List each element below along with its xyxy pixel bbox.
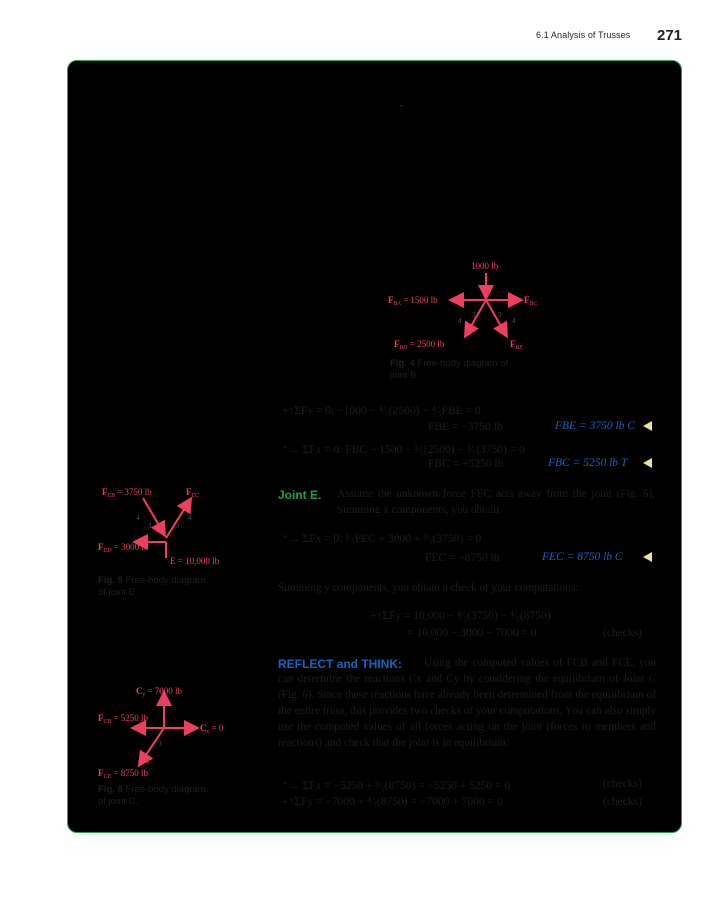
fig5-caption: Fig. 5 Free-body diagram of joint E. — [98, 575, 206, 598]
svg-text:Cy = 7000 lb: $C_y = 7000$ lb — [136, 686, 182, 698]
fig6-fce-label: F — [98, 768, 104, 778]
answer-fbc: FBC = 5250 lb T — [548, 457, 628, 469]
joint-e-eq3: +↑ΣFy = 10,000 − ⁴⁄₅(3750) − ⁴⁄₅(8750) — [370, 610, 551, 622]
answer-marker-2 — [643, 458, 652, 468]
fig4-load-label: 1000 lb — [471, 261, 499, 271]
answer-fbe: FBE = 3750 lb C — [555, 420, 635, 432]
fig6-free-body-diagram — [96, 680, 266, 785]
svg-text:3: 3 — [472, 311, 476, 319]
fig6-cx-label: C — [200, 723, 207, 733]
fig4-fbe-arrow — [486, 300, 506, 335]
joint-e-heading: Joint E. — [278, 488, 322, 502]
reflect-checks1: (checks) — [603, 778, 642, 790]
svg-text:FCE = 8750 lb: $F_{CE} = 8750$ lb — [98, 768, 148, 780]
answer-fec: FEC = 8750 lb C — [542, 551, 623, 563]
svg-text:4: 4 — [146, 758, 150, 766]
fig4-fba-label: F — [388, 295, 394, 305]
answer-marker-1 — [643, 421, 652, 431]
svg-text:4: 4 — [512, 317, 516, 325]
svg-text:3: 3 — [498, 311, 502, 319]
fig4-caption: Fig. 4 Free-body diagram of joint B. — [390, 358, 509, 381]
joint-b-eq3: ⁺→ ΣFx = 0: FBC − 1500 − ³⁄₅(2500) − ³⁄₅(3750) = 0 — [282, 444, 525, 456]
fig5-e-load-label: E = 10,000 lb — [170, 556, 220, 566]
reflect-eq2: +↑ΣFy = −7000 + ⁴⁄₅(8750) = −7000 + 7000 = 0 — [282, 796, 503, 808]
fig4-fbc-label: F — [524, 295, 530, 305]
svg-text:3: 3 — [176, 522, 180, 530]
svg-text:FCB = 5250 lb: $F_{CB} = 5250$ lb — [98, 713, 148, 725]
answer-marker-3 — [643, 552, 652, 562]
svg-text:FBD = 2500 lb: $F_{BD} = 2500$ lb — [394, 339, 445, 351]
page-number: 271 — [657, 27, 683, 44]
fig5-feb-arrow — [143, 498, 164, 534]
fig5-fed-label: F — [98, 542, 104, 552]
svg-text:FEC: $F_{EC}$ — [186, 487, 200, 499]
joint-b-eq2: FBE = −3750 lb — [428, 421, 503, 433]
fig5-fec-label: F — [186, 487, 192, 497]
svg-text:FED = 3000 lb: $F_{ED} = 3000$ lb — [98, 542, 149, 554]
svg-text:4: 4 — [458, 317, 462, 325]
joint-b-eq1: +↑ΣFy = 0: −1000 − ⁴⁄₅(2500) − ⁴⁄₅FBE = 0 — [282, 405, 481, 417]
svg-text:FEB = 3750 lb: $F_{EB} = 3750$ lb — [102, 487, 152, 499]
joint-e-paragraph2: Summing y components, you obtain a check of your computations: — [278, 582, 579, 594]
svg-text:3: 3 — [148, 522, 152, 530]
reflect-eq1: ⁺→ ΣFx = −5250 + ³⁄₅(8750) = −5250 + 5250 = 0 — [282, 780, 511, 792]
joint-e-eq1: ⁺→ ΣFx = 0: ³⁄₅FEC + 3000 + ³⁄₅(3750) = 0 — [282, 533, 482, 545]
fig4-fbd-label: F — [394, 339, 400, 349]
joint-b-eq4: FBC = +5250 lb — [428, 458, 504, 470]
svg-text:4: 4 — [136, 514, 140, 522]
svg-text:FBE: $F_{BE}$ — [510, 339, 523, 351]
svg-text:Cx = 0: $C_x = 0$ — [200, 723, 224, 735]
svg-text:4: 4 — [188, 514, 192, 522]
joint-e-eq2: FEC = −8750 lb — [425, 552, 500, 564]
fig6-fcb-label: F — [98, 713, 104, 723]
reflect-paragraph: Using the computed values of FCB and FCE, you can determine the reactions Cx and Cy by considering the equilibrium of Joint C (Fig. 6). Since these reactions have already been determined from the equilibrium of the entire truss, this provides two checks of your computations. You can also simply use the computed values of all forces acting on the joint (forces in members and reactions) and check that the joint is in equilibrium: — [278, 657, 656, 749]
fig4-fbd-arrow — [466, 300, 486, 335]
stray-mark: - — [400, 100, 403, 110]
svg-text:3: 3 — [158, 740, 162, 748]
fig4-free-body-diagram — [380, 255, 560, 360]
joint-e-paragraph: Assume the unknown force FEC acts away from the joint (Fig. 5). Summing x components, you obtain — [337, 488, 655, 516]
fig4-fbe-label: F — [510, 339, 516, 349]
joint-e-checks: (checks) — [603, 627, 642, 639]
svg-text:FBC: $F_{BC}$ — [524, 295, 538, 307]
fig5-feb-label: F — [102, 487, 108, 497]
fig5-fec-arrow — [166, 500, 190, 538]
running-header-section: 6.1 Analysis of Trusses — [536, 30, 631, 40]
reflect-heading: REFLECT and THINK: — [278, 657, 402, 671]
svg-text:FBA = 1500 lb: $F_{BA} = 1500$ lb — [388, 295, 438, 307]
fig6-caption: Fig. 6 Free-body diagram of joint C. — [98, 784, 206, 807]
fig5-free-body-diagram — [96, 480, 266, 575]
joint-e-eq4: = 10,000 − 3000 − 7000 = 0 — [407, 627, 537, 639]
fig6-cy-label: C — [136, 686, 143, 696]
reflect-checks2: (checks) — [603, 796, 642, 808]
